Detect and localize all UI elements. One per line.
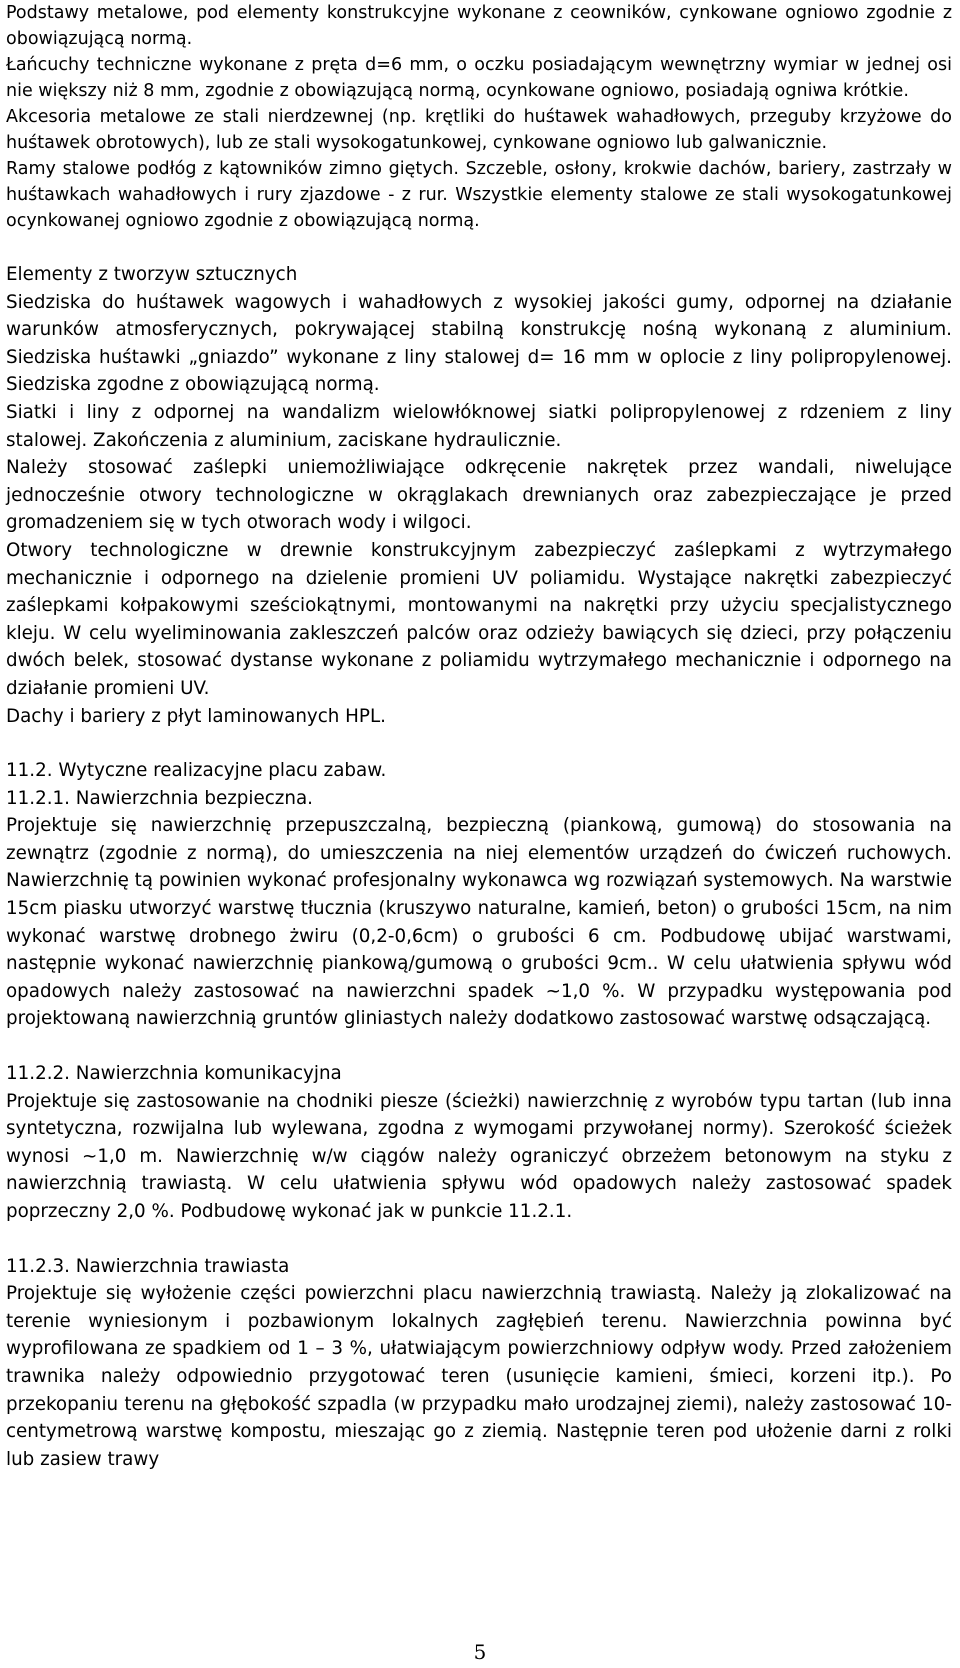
paragraph-grass-surface: Projektuje się wyłożenie części powierzchni placu nawierzchnią trawiastą. Należy ją zlokalizować na terenie wyniesionym i pozbawionym lokalnych zagłębień terenu. Nawierzchnia powinna być wyprofilowana ze spadkiem od 1 – 3 %, ułatwiającym powierzchniowy odpływ wody. Przed założeniem trawnika należy odpowiednio przygotować teren (usunięcie kamieni, śmieci, korzeni itp.). Po przekopaniu terenu na głębokość szpadla (w przypadku mało urodzajnej ziemi), należy zastosować 10-centymetrową warstwę kompostu, mieszając go z ziemią. Następnie teren pod ułożenie darni z rolki lub zasiew trawy	[6, 1283, 952, 1470]
paragraph-roofs: Dachy i bariery z płyt laminowanych HPL.	[6, 705, 386, 727]
page-number: 5	[473, 1640, 487, 1664]
paragraph-caps: Należy stosować zaślepki uniemożliwiające odkręcenie nakrętek przez wandali, niwelujące jednocześnie otwory technologiczne w okrąglakach drewnianych oraz zabezpieczające je przed gromadzeniem się w tych otworach wody i wilgoci.	[6, 457, 952, 534]
section-heading-11-2: 11.2. Wytyczne realizacyjne placu zabaw.	[6, 760, 387, 782]
spacer	[6, 730, 952, 757]
paragraph-nets: Siatki i liny z odpornej na wandalizm wielowłóknowej siatki polipropylenowej z rdzeniem z liny stalowej. Zakończenia z aluminium, zaciskane hydraulicznie.	[6, 401, 952, 451]
spacer	[6, 1033, 952, 1060]
section-11-2	[6, 757, 952, 1473]
paragraph-chains: Łańcuchy techniczne wykonane z pręta d=6 mm, o oczku posiadającym wewnętrzny wymiar w jednej osi nie większy niż 8 mm, zgodnie z obowiązującą normą, ocynkowane ogniowo, posiadają ogniwa krótkie.	[6, 55, 952, 101]
paragraph-accessories: Akcesoria metalowe ze stali nierdzewnej (np. krętliki do huśtawek wahadłowych, przeguby krzyżowe do huśtawek obrotowych), lub ze stali wysokogatunkowej, cynkowane ogniowo lub galwanicznie.	[6, 107, 952, 153]
spacer	[6, 1226, 952, 1253]
metal-elements-section	[6, 0, 952, 234]
paragraph-metal-bases: Podstawy metalowe, pod elementy konstrukcyjne wykonane z ceowników, cynkowane ogniowo zgodnie z obowiązującą normą.	[6, 3, 952, 49]
plastics-section	[6, 261, 952, 730]
subsection-heading-11-2-2: 11.2.2. Nawierzchnia komunikacyjna	[6, 1063, 342, 1085]
section-heading-plastics: Elementy z tworzyw sztucznych	[6, 264, 298, 285]
paragraph-path-surface: Projektuje się zastosowanie na chodniki piesze (ścieżki) nawierzchnię z wyrobów typu tartan (lub inna syntetyczna, rozwijalna lub wylewana, zgodna z wymogami przywołanej normy). Szerokość ścieżek wynosi ~1,0 m. Nawierzchnię w/w ciągów należy ograniczyć obrzeżem betonowym na styku z nawierzchnią trawiastą. W celu ułatwienia spływu wód opadowych należy zastosować spadek poprzeczny 2,0 %. Podbudowę wykonać jak w punkcie 11.2.1.	[6, 1090, 952, 1222]
paragraph-frames: Ramy stalowe podłóg z kątowników zimno giętych. Szczeble, osłony, krokwie dachów, bariery, zastrzały w huśtawkach wahadłowych i rury zjazdowe - z rur. Wszystkie elementy stalowe ze stali wysokogatunkowej ocynkowanej ogniowo zgodnie z obowiązującą normą.	[6, 159, 952, 231]
spacer	[6, 234, 952, 261]
paragraph-seats: Siedziska do huśtawek wagowych i wahadłowych z wysokiej jakości gumy, odpornej na działanie warunków atmosferycznych, pokrywającej stabilną konstrukcję nośną wykonaną z aluminium. Siedziska huśtawki „gniazdo” wykonane z liny stalowej d= 16 mm w oplocie z liny polipropylenowej. Siedziska zgodne z obowiązującą normą.	[6, 291, 952, 396]
subsection-heading-11-2-3: 11.2.3. Nawierzchnia trawiasta	[6, 1255, 290, 1277]
paragraph-safe-surface: Projektuje się nawierzchnię przepuszczalną, bezpieczną (piankową, gumową) do stosowania na zewnątrz (zgodnie z normą), do umieszczenia na niej elementów urządzeń do ćwiczeń ruchowych. Nawierzchnię tą powinien wykonać profesjonalny wykonawca wg rozwiązań systemowych. Na warstwie 15cm piasku utworzyć warstwę tłucznia (kruszywo naturalne, kamień, beton) o grubości 15cm, na nim wykonać warstwę drobnego żwiru (0,2-0,6cm) o grubości 6 cm. Podbudowę ubijać warstwami, następnie wykonać nawierzchnię piankową/gumową o grubości 9cm.. W celu ułatwienia spływu wód opadowych należy zastosować na nawierzchni spadek ~1,0 %. W przypadku występowania pod projektowaną nawierzchnią gruntów gliniastych należy dodatkowo zastosować warstwę odsączającą.	[6, 815, 952, 1030]
paragraph-holes: Otwory technologiczne w drewnie konstrukcyjnym zabezpieczyć zaślepkami z wytrzymałego mechanicznie i odpornego na dzielenie promieni UV poliamidu. Wystające nakrętki zabezpieczyć zaślepkami kołpakowymi sześciokątnymi, montowanymi na nakrętki przy użyciu specjalistycznego kleju. W celu wyeliminowania zakleszczeń palców oraz odzieży bawiących się dzieci, przy połączeniu dwóch belek, stosować dystanse wykonane z poliamidu wytrzymałego mechanicznie i odpornego na działanie promieni UV.	[6, 539, 952, 699]
subsection-heading-11-2-1: 11.2.1. Nawierzchnia bezpieczna.	[6, 787, 313, 809]
document-page	[6, 0, 952, 1473]
